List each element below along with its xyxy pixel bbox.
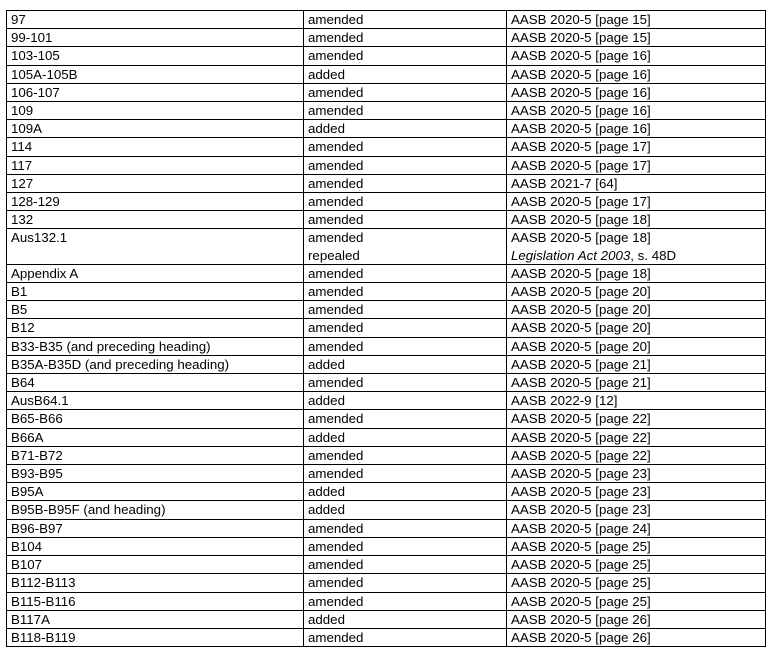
source-cell: AASB 2020-5 [page 23] <box>507 465 766 483</box>
paragraph-cell: B71-B72 <box>7 446 304 464</box>
source-cell: AASB 2020-5 [page 18] <box>507 211 766 229</box>
paragraph-cell: 114 <box>7 138 304 156</box>
action-cell: amended <box>304 628 507 646</box>
source-cell: AASB 2020-5 [page 22] <box>507 446 766 464</box>
table-row <box>7 301 766 319</box>
paragraph-cell: 117 <box>7 156 304 174</box>
source-cell: AASB 2020-5 [page 20] <box>507 283 766 301</box>
action-cell: amended <box>304 519 507 537</box>
action-cell: amended <box>304 264 507 282</box>
paragraph-cell: B112-B113 <box>7 574 304 592</box>
action-cell: amended <box>304 211 507 229</box>
table-row <box>7 47 766 65</box>
table-row <box>7 283 766 301</box>
source-cell: AASB 2020-5 [page 16] <box>507 47 766 65</box>
action-cell: amended <box>304 537 507 555</box>
section-reference: , s. 48D <box>630 247 677 263</box>
action-cell: added <box>304 355 507 373</box>
source-cell: AASB 2020-5 [page 26] <box>507 628 766 646</box>
table-row <box>7 592 766 610</box>
paragraph-cell: Aus132.1 <box>7 229 304 264</box>
paragraph-cell: B115-B116 <box>7 592 304 610</box>
paragraph-cell: AusB64.1 <box>7 392 304 410</box>
action-cell: added <box>304 501 507 519</box>
table-row <box>7 120 766 138</box>
source-cell: AASB 2020-5 [page 15] <box>507 29 766 47</box>
action-cell: amended <box>304 592 507 610</box>
source-cell: AASB 2020-5 [page 22] <box>507 410 766 428</box>
source-cell: AASB 2020-5 [page 17] <box>507 156 766 174</box>
table-row <box>7 465 766 483</box>
paragraph-cell: B64 <box>7 374 304 392</box>
table-row <box>7 501 766 519</box>
source-cell: AASB 2020-5 [page 15] <box>507 11 766 29</box>
paragraph-cell: 103-105 <box>7 47 304 65</box>
source-cell: AASB 2020-5 [page 17] <box>507 193 766 211</box>
paragraph-cell: B12 <box>7 319 304 337</box>
action-cell: amended <box>304 138 507 156</box>
paragraph-cell: 128-129 <box>7 193 304 211</box>
table-row <box>7 537 766 555</box>
source-cell: AASB 2020-5 [page 25] <box>507 592 766 610</box>
source-cell: AASB 2020-5 [page 22] <box>507 428 766 446</box>
action-cell: amended <box>304 301 507 319</box>
paragraph-cell: B5 <box>7 301 304 319</box>
table-row <box>7 374 766 392</box>
action-cell: added <box>304 428 507 446</box>
paragraph-cell: B1 <box>7 283 304 301</box>
table-row <box>7 11 766 29</box>
paragraph-cell: 97 <box>7 11 304 29</box>
action-cell: amended <box>304 556 507 574</box>
table-row <box>7 193 766 211</box>
table-row <box>7 83 766 101</box>
paragraph-cell: 109A <box>7 120 304 138</box>
table-row <box>7 483 766 501</box>
action-cell: amended <box>304 337 507 355</box>
source-cell: AASB 2020-5 [page 20] <box>507 337 766 355</box>
source-cell: AASB 2020-5 [page 23] <box>507 501 766 519</box>
paragraph-cell: B35A-B35D (and preceding heading) <box>7 355 304 373</box>
action-cell: added <box>304 610 507 628</box>
source-cell: AASB 2020-5 [page 23] <box>507 483 766 501</box>
paragraph-cell: B117A <box>7 610 304 628</box>
table-row <box>7 174 766 192</box>
action-cell: amended <box>304 47 507 65</box>
table-row <box>7 556 766 574</box>
action-cell: amended <box>304 374 507 392</box>
action-cell: amended <box>304 156 507 174</box>
paragraph-cell: B66A <box>7 428 304 446</box>
table-row <box>7 319 766 337</box>
table-row <box>7 264 766 282</box>
source-cell: AASB 2020-5 [page 25] <box>507 537 766 555</box>
paragraph-cell: B107 <box>7 556 304 574</box>
amendment-table-body <box>7 11 766 647</box>
source-cell <box>507 229 766 264</box>
source-cell: AASB 2020-5 [page 16] <box>507 120 766 138</box>
source-cell: AASB 2020-5 [page 18] <box>507 264 766 282</box>
source-cell: AASB 2020-5 [page 17] <box>507 138 766 156</box>
action-cell: added <box>304 483 507 501</box>
paragraph-cell: 106-107 <box>7 83 304 101</box>
source-text: AASB 2020-5 [page 18] <box>511 230 651 246</box>
source-cell: AASB 2020-5 [page 21] <box>507 374 766 392</box>
action-cell: amended <box>304 465 507 483</box>
table-row <box>7 29 766 47</box>
table-row <box>7 156 766 174</box>
act-title: Legislation Act 2003 <box>511 247 631 263</box>
paragraph-cell: B33-B35 (and preceding heading) <box>7 337 304 355</box>
action-cell: added <box>304 120 507 138</box>
paragraph-cell: 99-101 <box>7 29 304 47</box>
table-row <box>7 574 766 592</box>
paragraph-cell: 132 <box>7 211 304 229</box>
paragraph-cell: B93-B95 <box>7 465 304 483</box>
action-cell: added <box>304 65 507 83</box>
action-cell: amended <box>304 574 507 592</box>
paragraph-cell: B104 <box>7 537 304 555</box>
source-cell: AASB 2020-5 [page 26] <box>507 610 766 628</box>
table-row <box>7 229 766 264</box>
paragraph-cell: 109 <box>7 102 304 120</box>
table-row <box>7 446 766 464</box>
table-row <box>7 392 766 410</box>
table-row <box>7 610 766 628</box>
paragraph-cell: B96-B97 <box>7 519 304 537</box>
action-cell: amended <box>304 319 507 337</box>
action-cell: amended <box>304 446 507 464</box>
source-cell: AASB 2020-5 [page 16] <box>507 65 766 83</box>
paragraph-cell: Appendix A <box>7 264 304 282</box>
paragraph-cell: B118-B119 <box>7 628 304 646</box>
action-cell: amended <box>304 83 507 101</box>
action-cell: amended <box>304 193 507 211</box>
source-cell: AASB 2020-5 [page 16] <box>507 102 766 120</box>
source-cell: AASB 2020-5 [page 25] <box>507 556 766 574</box>
table-row <box>7 65 766 83</box>
table-row <box>7 410 766 428</box>
table-row <box>7 519 766 537</box>
table-row <box>7 355 766 373</box>
source-cell: AASB 2021-7 [64] <box>507 174 766 192</box>
action-cell: amended <box>304 102 507 120</box>
source-cell: AASB 2020-5 [page 20] <box>507 301 766 319</box>
action-cell: added <box>304 392 507 410</box>
paragraph-cell: B95A <box>7 483 304 501</box>
table-row <box>7 102 766 120</box>
action-cell: amended <box>304 11 507 29</box>
source-cell: AASB 2020-5 [page 25] <box>507 574 766 592</box>
paragraph-cell: B95B-B95F (and heading) <box>7 501 304 519</box>
action-text-secondary: repealed <box>308 247 360 263</box>
paragraph-cell: B65-B66 <box>7 410 304 428</box>
paragraph-cell: 105A-105B <box>7 65 304 83</box>
table-row <box>7 138 766 156</box>
action-cell: amended <box>304 410 507 428</box>
table-row <box>7 337 766 355</box>
action-cell: amended <box>304 29 507 47</box>
source-text-secondary <box>511 247 765 264</box>
table-row <box>7 211 766 229</box>
action-text: amended <box>308 230 364 246</box>
source-cell: AASB 2020-5 [page 16] <box>507 83 766 101</box>
table-row <box>7 628 766 646</box>
source-cell: AASB 2020-5 [page 24] <box>507 519 766 537</box>
source-cell: AASB 2020-5 [page 20] <box>507 319 766 337</box>
source-cell: AASB 2020-5 [page 21] <box>507 355 766 373</box>
paragraph-cell: 127 <box>7 174 304 192</box>
action-cell: amended <box>304 283 507 301</box>
action-cell: amended <box>304 174 507 192</box>
amendment-history-table <box>6 10 766 647</box>
source-cell: AASB 2022-9 [12] <box>507 392 766 410</box>
table-row <box>7 428 766 446</box>
action-cell <box>304 229 507 264</box>
